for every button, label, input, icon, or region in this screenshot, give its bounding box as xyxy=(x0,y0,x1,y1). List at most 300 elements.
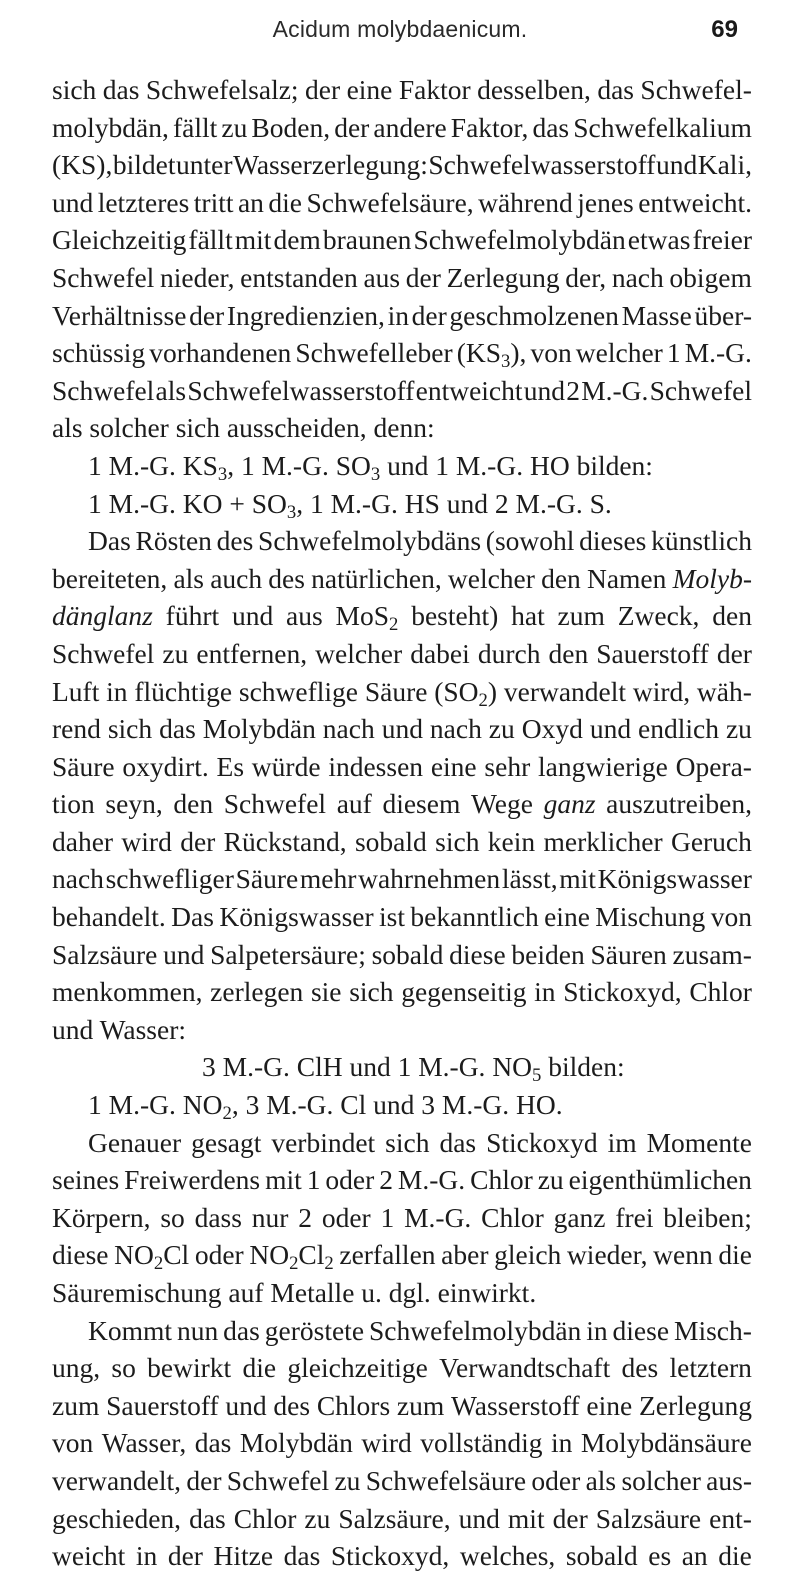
word: der xyxy=(334,111,370,143)
word: M.-G. xyxy=(397,1164,466,1196)
word: Opera- xyxy=(675,750,752,782)
word: M.-G. xyxy=(455,449,524,481)
word: 2 xyxy=(494,487,509,519)
word: Chlor xyxy=(233,1502,297,1534)
word: in xyxy=(106,675,128,707)
text-line xyxy=(52,1048,752,1086)
word: fällt xyxy=(172,111,218,143)
word: das xyxy=(102,74,140,105)
word: 3 xyxy=(421,1089,436,1121)
word: Salzsäure, xyxy=(338,1502,451,1534)
word: Königswasser xyxy=(597,863,752,895)
word: vollständig xyxy=(420,1427,543,1459)
word: verwandelt xyxy=(503,675,627,707)
text-line xyxy=(52,1424,752,1462)
word: das xyxy=(194,1427,232,1459)
word: so xyxy=(160,1201,185,1233)
text-line xyxy=(52,71,752,109)
text-line xyxy=(52,597,752,635)
word: Stickoxyd, xyxy=(563,976,682,1008)
word: zu xyxy=(537,1164,564,1196)
word: Schwefelkalium xyxy=(573,111,752,143)
word: der xyxy=(716,637,752,669)
word: Schwefelsalz; xyxy=(145,74,299,105)
word: langwierige xyxy=(538,750,668,782)
word: Namen xyxy=(586,562,667,594)
word: zu xyxy=(488,713,515,745)
word: $NO_2Cl_2$ xyxy=(249,1239,334,1275)
word: bilden: xyxy=(548,1051,625,1083)
word: würde xyxy=(251,750,321,782)
word: Ingredienzien, xyxy=(226,299,385,331)
word: Zweck, xyxy=(617,600,700,632)
word: an xyxy=(237,186,264,218)
word: KO xyxy=(182,487,223,519)
word: zum xyxy=(557,600,605,632)
word: Faktor xyxy=(398,74,471,105)
word: auszutreiben, xyxy=(606,788,752,820)
word: nach xyxy=(322,713,375,745)
word: Molybdän xyxy=(239,1427,353,1459)
running-head xyxy=(0,16,800,50)
word: seyn, xyxy=(105,788,163,820)
word: ganz xyxy=(543,788,596,820)
word: + xyxy=(229,487,245,519)
word: 1 xyxy=(397,1051,412,1083)
word: (KS), xyxy=(52,149,113,181)
word: oder xyxy=(321,1201,371,1233)
word: der xyxy=(411,299,447,331)
word: 1 xyxy=(88,487,102,519)
word: entweicht. xyxy=(638,186,752,218)
word: weicht xyxy=(52,1540,126,1572)
word: aus- xyxy=(706,1464,752,1496)
word: ganz xyxy=(553,1201,606,1233)
word: endlich xyxy=(638,713,719,745)
word: wieder, xyxy=(566,1239,648,1271)
word: Schwefelsäure xyxy=(365,1464,527,1496)
word: zerfallen xyxy=(339,1239,436,1271)
word: wird xyxy=(121,825,172,857)
word: Rösten xyxy=(135,525,212,557)
word: und xyxy=(163,938,205,970)
text-line xyxy=(52,710,752,748)
word: letzteres xyxy=(97,186,190,218)
word: aber xyxy=(441,1239,489,1271)
word: den xyxy=(712,600,752,632)
word: diese xyxy=(612,1314,670,1346)
word: während xyxy=(478,186,573,218)
word: Schwefelleber xyxy=(295,337,453,369)
word: sobald xyxy=(565,1540,638,1572)
word: Sauerstoff xyxy=(106,1389,219,1421)
word: bekanntlich xyxy=(410,901,539,933)
word: mit xyxy=(265,1164,302,1196)
word: in xyxy=(387,299,409,331)
word: $KS_3$, xyxy=(182,449,235,486)
word: als xyxy=(585,1464,617,1496)
text-line: und Wasser: xyxy=(52,1013,186,1045)
word: der xyxy=(167,1540,203,1572)
word: des xyxy=(216,525,254,557)
word: zu xyxy=(304,1502,331,1534)
word: merklicher xyxy=(543,825,663,857)
word: welcher xyxy=(447,562,535,594)
word: von xyxy=(530,337,572,369)
word: $(SO_2)$ xyxy=(434,675,498,711)
word: dass xyxy=(194,1201,242,1233)
word: 1 xyxy=(88,449,102,481)
word: oder xyxy=(325,1164,375,1196)
word: Säure xyxy=(52,750,115,782)
word: vorhandenen xyxy=(149,337,292,369)
text-line: als solcher sich ausscheiden, denn: xyxy=(52,412,435,444)
word: aus xyxy=(363,261,401,293)
word: Cl xyxy=(340,1089,367,1121)
word: das xyxy=(283,1540,321,1572)
word: M.-G. xyxy=(684,337,752,369)
word: 1 xyxy=(666,337,681,369)
word: molybdän, xyxy=(52,111,169,143)
word: des xyxy=(621,1352,659,1384)
text-line xyxy=(52,1500,752,1538)
word: mit xyxy=(507,1502,545,1534)
word: jenes xyxy=(577,186,634,218)
text-line xyxy=(52,635,752,673)
word: der xyxy=(305,74,341,105)
word: in xyxy=(135,1540,158,1572)
word: Das xyxy=(171,901,214,933)
word: als xyxy=(155,374,187,406)
word: geröstete xyxy=(264,1314,365,1346)
word: Momente xyxy=(646,1126,752,1158)
text-line xyxy=(52,334,752,372)
word: eine xyxy=(544,901,590,933)
text-line xyxy=(52,1462,752,1500)
word: das xyxy=(532,111,570,143)
text-line xyxy=(52,1537,752,1575)
word: desselben, xyxy=(477,74,591,105)
word: tritt xyxy=(193,186,234,218)
word: wird, xyxy=(632,675,691,707)
word: im xyxy=(607,1126,637,1158)
word: sich xyxy=(107,713,153,745)
word: etwas xyxy=(627,224,691,256)
word: schüssig xyxy=(52,337,146,369)
body-text xyxy=(52,71,752,1575)
word: Gleichzeitig xyxy=(52,224,187,256)
word: der, xyxy=(565,261,607,293)
word: ent- xyxy=(709,1502,752,1534)
word: Kommt xyxy=(88,1314,173,1346)
text-line xyxy=(52,1086,752,1124)
word: Chlor xyxy=(481,1201,544,1233)
word: beiden xyxy=(511,938,585,970)
text-line xyxy=(52,297,752,335)
word: $NO_5$ xyxy=(492,1051,542,1087)
word: Körpern, xyxy=(52,1201,151,1233)
word: Königswasser xyxy=(219,901,374,933)
word: nach xyxy=(611,261,664,293)
word: $(KS_3)$, xyxy=(456,337,527,373)
word: von xyxy=(52,1427,94,1459)
word: Chlors xyxy=(316,1389,391,1421)
word: solcher xyxy=(621,1464,701,1496)
word: des xyxy=(273,1389,311,1421)
word: ClH xyxy=(296,1051,343,1083)
word: M.-G. xyxy=(441,1089,510,1121)
word: nach xyxy=(52,863,104,895)
text-line xyxy=(52,372,752,410)
word: über- xyxy=(694,299,752,331)
word: bildet xyxy=(112,149,176,181)
word: der xyxy=(405,261,441,293)
word: und xyxy=(655,149,698,181)
word: ung, xyxy=(52,1352,101,1384)
word: Molybdän xyxy=(202,713,316,745)
text-line xyxy=(52,221,752,259)
word: zu xyxy=(334,1464,361,1496)
word: Verhältnisse xyxy=(52,299,187,331)
word: entstanden xyxy=(240,261,358,293)
word: es xyxy=(648,1540,672,1572)
word: Misch- xyxy=(674,1314,752,1346)
text-line xyxy=(52,860,752,898)
word: Molyb- xyxy=(672,562,752,594)
word: die xyxy=(242,1352,277,1384)
word: Molybdänsäure xyxy=(580,1427,752,1459)
word: an xyxy=(681,1540,708,1572)
word: dabei xyxy=(410,637,470,669)
word: M.-G. xyxy=(108,487,176,519)
word: behandelt. xyxy=(52,901,166,933)
word: und xyxy=(446,487,488,519)
text-line xyxy=(52,973,752,1011)
word: natürlichen, xyxy=(311,562,442,594)
word: rend xyxy=(52,713,101,745)
word: zum xyxy=(52,1389,100,1421)
word: auf xyxy=(336,788,372,820)
word: der xyxy=(186,1464,222,1496)
text-line xyxy=(52,1236,752,1274)
word: das xyxy=(189,1502,226,1534)
word: Schwefelmolybdän xyxy=(413,224,626,256)
word: zerlegen xyxy=(210,976,304,1008)
word: aus xyxy=(286,600,323,632)
word: Wasserzerlegung: xyxy=(233,149,428,181)
word: mit xyxy=(234,224,272,256)
word: $NO_2Cl$ xyxy=(114,1239,190,1275)
word: auch xyxy=(210,562,263,594)
word: Mischung xyxy=(595,901,706,933)
word: (sowohl xyxy=(485,525,575,557)
word: Stickoxyd xyxy=(486,1126,598,1158)
word: HO. xyxy=(516,1089,563,1121)
word: nach xyxy=(429,713,482,745)
word: Schwefel xyxy=(52,637,155,669)
word: $SO_3$ xyxy=(335,449,381,486)
word: der xyxy=(189,299,225,331)
word: und xyxy=(349,1051,391,1083)
word: Schwefel xyxy=(649,374,752,406)
text-line xyxy=(52,1312,752,1350)
word: Es xyxy=(216,750,245,782)
word: die xyxy=(268,186,302,218)
word: zu xyxy=(221,111,248,143)
word: oder xyxy=(531,1464,581,1496)
word: Kali, xyxy=(697,149,752,181)
word: Schwefel- xyxy=(640,74,752,105)
word: Schwefel xyxy=(223,788,327,820)
text-line xyxy=(52,823,752,861)
word: mehr xyxy=(299,863,357,895)
word: Säure xyxy=(235,863,299,895)
word: tion xyxy=(52,788,95,820)
word: Schwefelwasserstoff xyxy=(187,374,415,406)
word: durch xyxy=(477,637,541,669)
word: M.-G. xyxy=(261,449,329,481)
word: sich xyxy=(52,74,97,105)
text-line xyxy=(52,184,752,222)
word: 1 xyxy=(435,449,449,481)
word: des xyxy=(268,562,305,594)
word: indessen xyxy=(328,750,424,782)
word: gesagt xyxy=(191,1126,262,1158)
word: Stickoxyd, xyxy=(330,1540,450,1572)
word: bilden: xyxy=(576,449,653,481)
word: schweflige xyxy=(238,675,359,707)
word: 2 xyxy=(298,1201,313,1233)
word: Schwefelmolybdäns xyxy=(258,525,482,557)
word: die xyxy=(718,1239,752,1271)
text-line xyxy=(52,785,752,823)
word: und xyxy=(387,449,429,481)
word: und xyxy=(231,600,274,632)
word: S. xyxy=(589,487,612,519)
word: lässt, xyxy=(501,863,558,895)
word: M.-G. xyxy=(222,1051,290,1083)
word: Oxyd xyxy=(521,713,583,745)
word: M.-G. xyxy=(108,449,176,481)
word: HS xyxy=(404,487,440,519)
word: Rückstand, xyxy=(223,825,347,857)
word: sich xyxy=(435,825,480,857)
word: 1 xyxy=(380,1201,395,1233)
word: sobald xyxy=(371,938,444,970)
word: zusam- xyxy=(672,938,752,970)
word: das xyxy=(439,1126,477,1158)
word: Säuren xyxy=(590,938,667,970)
word: Genauer xyxy=(88,1126,182,1158)
word: und xyxy=(52,186,94,218)
word: M.-G. xyxy=(108,1089,176,1121)
word: Sauerstoff xyxy=(596,637,709,669)
word: menkommen, xyxy=(52,976,203,1008)
word: sie xyxy=(310,976,342,1008)
word: wenn xyxy=(653,1239,713,1271)
word: der xyxy=(552,1502,588,1534)
word: ist xyxy=(379,901,406,933)
word: MoS$_2$ xyxy=(335,600,399,636)
word: Geruch xyxy=(670,825,752,857)
word: in xyxy=(534,976,556,1008)
word: führt xyxy=(165,600,220,632)
word: $SO_3$, xyxy=(251,487,304,523)
word: Schwefelmolybdän xyxy=(368,1314,582,1346)
word: daher xyxy=(52,825,114,857)
word: M.-G. xyxy=(581,374,649,406)
word: flüchtige xyxy=(134,675,233,707)
word: und xyxy=(458,1502,500,1534)
word: Schwefelwasserstoff xyxy=(428,149,656,181)
word: diese xyxy=(449,938,506,970)
word: zum xyxy=(396,1389,445,1421)
word: dieses xyxy=(579,525,647,557)
word: 3 xyxy=(245,1089,260,1121)
word: Schwefelsäure, xyxy=(306,186,474,218)
word: Freiwerdens xyxy=(124,1164,261,1196)
word: die xyxy=(718,1540,752,1572)
word: Salzsäure xyxy=(52,938,158,970)
word: kein xyxy=(487,825,536,857)
word: 3 xyxy=(202,1051,216,1083)
word: M.-G. xyxy=(404,1201,472,1233)
word: Säure xyxy=(364,675,428,707)
word: Salzsäure xyxy=(595,1502,702,1534)
word: geschieden, xyxy=(52,1502,182,1534)
word: dem xyxy=(273,224,321,256)
word: 2 xyxy=(379,1164,393,1196)
text-line xyxy=(52,485,752,523)
word: eine xyxy=(430,750,477,782)
word: freier xyxy=(692,224,752,256)
word: Wasserstoff xyxy=(451,1389,580,1421)
word: unter xyxy=(176,149,233,181)
word: M.-G. xyxy=(266,1089,334,1121)
word: Salpetersäure; xyxy=(210,938,366,970)
word: und xyxy=(589,713,632,745)
text-line xyxy=(52,1199,752,1237)
word: dänglanz xyxy=(52,600,153,632)
text-line xyxy=(52,1349,752,1387)
word: der xyxy=(180,825,216,857)
word: das xyxy=(159,713,196,745)
word: und xyxy=(381,713,423,745)
word: mit xyxy=(559,863,596,895)
text-line: Säuremischung auf Metalle u. dgl. einwirkt. xyxy=(52,1277,537,1308)
word: Verwandtschaft xyxy=(439,1352,611,1384)
word: verbindet xyxy=(271,1126,376,1158)
word: Wasser, xyxy=(101,1427,187,1459)
word: den xyxy=(541,562,581,594)
word: Zerlegung xyxy=(446,261,560,293)
text-line xyxy=(52,447,752,485)
word: sobald xyxy=(354,825,427,857)
word: wäh- xyxy=(696,675,752,707)
word: und xyxy=(373,1089,415,1121)
word: frei xyxy=(615,1201,654,1233)
word: sich xyxy=(385,1126,430,1158)
word: und xyxy=(523,374,565,406)
word: 1 xyxy=(309,487,324,519)
word: gegenseitig xyxy=(401,976,527,1008)
word: zu xyxy=(162,637,189,669)
word: verwandelt, xyxy=(52,1464,182,1496)
word: bereiteten, xyxy=(52,562,168,594)
word: zu xyxy=(725,713,752,745)
text-line xyxy=(52,1161,752,1199)
word: als xyxy=(173,562,205,594)
